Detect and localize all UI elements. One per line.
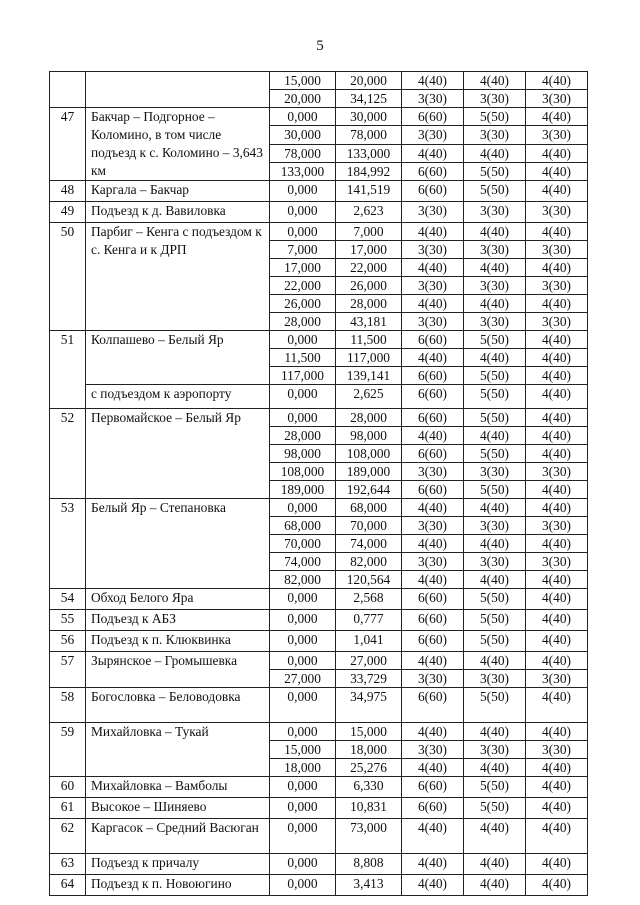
speed-cat-2: 5(50): [464, 108, 526, 126]
speed-cat-1: 4(40): [402, 427, 464, 445]
speed-cat-1: 6(60): [402, 589, 464, 610]
table-row: [50, 610, 588, 631]
speed-cat-3: 4(40): [526, 349, 588, 367]
km-end: 141,519: [336, 181, 402, 202]
speed-cat-2: 4(40): [464, 875, 526, 896]
speed-cat-2: 3(30): [464, 202, 526, 223]
speed-cat-1: 6(60): [402, 631, 464, 652]
speed-cat-2: 5(50): [464, 445, 526, 463]
km-end: 2,568: [336, 589, 402, 610]
speed-cat-1: 4(40): [402, 349, 464, 367]
km-start: 70,000: [270, 535, 336, 553]
km-end: 26,000: [336, 277, 402, 295]
km-start: 117,000: [270, 367, 336, 385]
speed-cat-3: 4(40): [526, 631, 588, 652]
speed-cat-3: 3(30): [526, 517, 588, 535]
km-start: 0,000: [270, 331, 336, 349]
speed-cat-3: 4(40): [526, 144, 588, 162]
km-end: 2,625: [336, 385, 402, 409]
km-end: 30,000: [336, 108, 402, 126]
speed-cat-1: 6(60): [402, 367, 464, 385]
speed-cat-2: 4(40): [464, 223, 526, 241]
road-number: 49: [50, 202, 86, 223]
road-name: Каргала – Бакчар: [86, 181, 270, 202]
table-row: [50, 631, 588, 652]
speed-cat-3: 4(40): [526, 777, 588, 798]
speed-cat-3: 4(40): [526, 331, 588, 349]
km-start: 27,000: [270, 670, 336, 688]
speed-cat-3: 4(40): [526, 295, 588, 313]
speed-cat-1: 6(60): [402, 481, 464, 499]
km-start: 133,000: [270, 162, 336, 180]
table-row: [50, 223, 588, 241]
table-row: [50, 819, 588, 854]
km-start: 0,000: [270, 223, 336, 241]
speed-cat-2: 4(40): [464, 854, 526, 875]
speed-cat-3: 4(40): [526, 819, 588, 854]
speed-cat-3: 4(40): [526, 259, 588, 277]
km-start: 28,000: [270, 313, 336, 331]
speed-cat-1: 4(40): [402, 72, 464, 90]
km-start: 0,000: [270, 875, 336, 896]
speed-cat-3: 4(40): [526, 499, 588, 517]
km-start: 7,000: [270, 241, 336, 259]
km-start: 11,500: [270, 349, 336, 367]
table-row: [50, 385, 588, 409]
speed-cat-1: 3(30): [402, 553, 464, 571]
speed-cat-2: 3(30): [464, 517, 526, 535]
speed-cat-2: 5(50): [464, 777, 526, 798]
km-end: 15,000: [336, 723, 402, 741]
km-start: 15,000: [270, 72, 336, 90]
speed-cat-2: 4(40): [464, 819, 526, 854]
road-number: 53: [50, 499, 86, 589]
speed-cat-2: 5(50): [464, 798, 526, 819]
km-start: 0,000: [270, 631, 336, 652]
road-number: 57: [50, 652, 86, 688]
road-name: Зырянское – Громышевка: [86, 652, 270, 688]
road-number: 56: [50, 631, 86, 652]
km-start: 0,000: [270, 409, 336, 427]
speed-cat-1: 4(40): [402, 499, 464, 517]
km-end: 98,000: [336, 427, 402, 445]
km-start: 0,000: [270, 798, 336, 819]
km-start: 78,000: [270, 144, 336, 162]
speed-cat-3: 4(40): [526, 409, 588, 427]
speed-cat-2: 3(30): [464, 241, 526, 259]
speed-cat-1: 6(60): [402, 162, 464, 180]
speed-cat-1: 6(60): [402, 777, 464, 798]
speed-cat-2: 4(40): [464, 535, 526, 553]
road-number: 61: [50, 798, 86, 819]
speed-cat-2: 4(40): [464, 759, 526, 777]
road-number: 60: [50, 777, 86, 798]
km-start: 98,000: [270, 445, 336, 463]
road-name: Подъезд к АБЗ: [86, 610, 270, 631]
road-number: 62: [50, 819, 86, 854]
km-start: 17,000: [270, 259, 336, 277]
speed-cat-2: 3(30): [464, 553, 526, 571]
km-start: 189,000: [270, 481, 336, 499]
km-end: 2,623: [336, 202, 402, 223]
speed-cat-3: 4(40): [526, 445, 588, 463]
km-end: 74,000: [336, 535, 402, 553]
km-end: 108,000: [336, 445, 402, 463]
km-end: 184,992: [336, 162, 402, 180]
speed-cat-1: 3(30): [402, 241, 464, 259]
km-start: 0,000: [270, 589, 336, 610]
table-row: [50, 72, 588, 90]
km-start: 22,000: [270, 277, 336, 295]
km-start: 26,000: [270, 295, 336, 313]
speed-cat-1: 6(60): [402, 181, 464, 202]
speed-cat-2: 4(40): [464, 571, 526, 589]
speed-cat-3: 4(40): [526, 427, 588, 445]
speed-cat-3: 4(40): [526, 723, 588, 741]
road-number: 47: [50, 108, 86, 181]
speed-cat-2: 4(40): [464, 723, 526, 741]
road-name: Колпашево – Белый Яр: [86, 331, 270, 385]
table-row: [50, 331, 588, 349]
speed-cat-3: 4(40): [526, 610, 588, 631]
speed-cat-2: 5(50): [464, 589, 526, 610]
km-start: 0,000: [270, 181, 336, 202]
road-name: [86, 72, 270, 108]
speed-cat-2: 4(40): [464, 259, 526, 277]
km-end: 6,330: [336, 777, 402, 798]
km-end: 25,276: [336, 759, 402, 777]
road-name: Михайловка – Тукай: [86, 723, 270, 777]
speed-cat-2: 5(50): [464, 631, 526, 652]
km-start: 15,000: [270, 741, 336, 759]
road-name: Высокое – Шиняево: [86, 798, 270, 819]
table-row: [50, 652, 588, 670]
table-row: [50, 875, 588, 896]
km-end: 17,000: [336, 241, 402, 259]
road-name: Обход Белого Яра: [86, 589, 270, 610]
km-start: 74,000: [270, 553, 336, 571]
road-number: 54: [50, 589, 86, 610]
km-end: 73,000: [336, 819, 402, 854]
km-start: 108,000: [270, 463, 336, 481]
km-end: 8,808: [336, 854, 402, 875]
km-end: 192,644: [336, 481, 402, 499]
road-number: 59: [50, 723, 86, 777]
road-number: [50, 72, 86, 108]
speed-cat-1: 3(30): [402, 277, 464, 295]
speed-cat-3: 4(40): [526, 481, 588, 499]
road-number: 51: [50, 331, 86, 409]
km-end: 0,777: [336, 610, 402, 631]
speed-cat-3: 3(30): [526, 202, 588, 223]
speed-cat-3: 4(40): [526, 223, 588, 241]
speed-cat-2: 5(50): [464, 610, 526, 631]
speed-cat-2: 5(50): [464, 331, 526, 349]
road-name: Каргасок – Средний Васюган: [86, 819, 270, 854]
km-end: 82,000: [336, 553, 402, 571]
speed-cat-1: 6(60): [402, 409, 464, 427]
km-end: 33,729: [336, 670, 402, 688]
km-start: 28,000: [270, 427, 336, 445]
speed-cat-2: 4(40): [464, 295, 526, 313]
speed-cat-1: 3(30): [402, 741, 464, 759]
km-start: 0,000: [270, 610, 336, 631]
speed-cat-2: 4(40): [464, 499, 526, 517]
speed-cat-3: 4(40): [526, 367, 588, 385]
speed-cat-1: 6(60): [402, 385, 464, 409]
km-end: 27,000: [336, 652, 402, 670]
speed-cat-1: 3(30): [402, 90, 464, 108]
km-end: 28,000: [336, 295, 402, 313]
km-end: 43,181: [336, 313, 402, 331]
speed-cat-1: 4(40): [402, 535, 464, 553]
speed-cat-3: 4(40): [526, 162, 588, 180]
speed-cat-3: 4(40): [526, 181, 588, 202]
table-row: [50, 589, 588, 610]
speed-cat-2: 5(50): [464, 481, 526, 499]
speed-cat-2: 3(30): [464, 741, 526, 759]
speed-cat-2: 5(50): [464, 409, 526, 427]
speed-cat-1: 3(30): [402, 463, 464, 481]
speed-cat-2: 4(40): [464, 652, 526, 670]
km-start: 0,000: [270, 108, 336, 126]
km-start: 30,000: [270, 126, 336, 144]
km-start: 0,000: [270, 819, 336, 854]
table-row: [50, 854, 588, 875]
speed-cat-1: 3(30): [402, 126, 464, 144]
km-end: 10,831: [336, 798, 402, 819]
table-row: [50, 777, 588, 798]
km-end: 133,000: [336, 144, 402, 162]
km-end: 68,000: [336, 499, 402, 517]
speed-cat-3: 4(40): [526, 875, 588, 896]
km-start: 0,000: [270, 385, 336, 409]
km-end: 34,125: [336, 90, 402, 108]
road-number: 48: [50, 181, 86, 202]
km-start: 0,000: [270, 652, 336, 670]
road-number: 55: [50, 610, 86, 631]
speed-cat-1: 4(40): [402, 223, 464, 241]
speed-cat-1: 4(40): [402, 295, 464, 313]
km-end: 139,141: [336, 367, 402, 385]
km-end: 189,000: [336, 463, 402, 481]
speed-cat-1: 4(40): [402, 571, 464, 589]
table-row: [50, 409, 588, 427]
km-end: 117,000: [336, 349, 402, 367]
km-start: 18,000: [270, 759, 336, 777]
km-end: 11,500: [336, 331, 402, 349]
table-row: [50, 181, 588, 202]
speed-cat-2: 5(50): [464, 367, 526, 385]
speed-cat-1: 4(40): [402, 854, 464, 875]
speed-cat-1: 4(40): [402, 652, 464, 670]
speed-cat-2: 3(30): [464, 126, 526, 144]
speed-cat-2: 4(40): [464, 144, 526, 162]
km-end: 78,000: [336, 126, 402, 144]
table-row: [50, 202, 588, 223]
km-end: 34,975: [336, 688, 402, 723]
road-name: Михайловка – Вамболы: [86, 777, 270, 798]
road-name: Подъезд к п. Клюквинка: [86, 631, 270, 652]
speed-cat-3: 4(40): [526, 535, 588, 553]
km-end: 28,000: [336, 409, 402, 427]
road-name: Подъезд к д. Вавиловка: [86, 202, 270, 223]
speed-cat-2: 4(40): [464, 349, 526, 367]
road-number: 52: [50, 409, 86, 499]
km-start: 0,000: [270, 777, 336, 798]
speed-cat-2: 3(30): [464, 463, 526, 481]
speed-cat-1: 6(60): [402, 445, 464, 463]
km-end: 7,000: [336, 223, 402, 241]
speed-cat-2: 5(50): [464, 385, 526, 409]
km-start: 68,000: [270, 517, 336, 535]
speed-cat-1: 4(40): [402, 819, 464, 854]
km-start: 0,000: [270, 499, 336, 517]
speed-cat-3: 4(40): [526, 798, 588, 819]
km-end: 3,413: [336, 875, 402, 896]
speed-cat-2: 5(50): [464, 688, 526, 723]
km-end: 1,041: [336, 631, 402, 652]
road-name: Богословка – Беловодовка: [86, 688, 270, 723]
speed-cat-1: 6(60): [402, 331, 464, 349]
speed-cat-3: 3(30): [526, 553, 588, 571]
road-name: Бакчар – Подгорное – Коломино, в том числе подъезд к с. Коломино – 3,643 км: [86, 108, 270, 181]
speed-cat-3: 4(40): [526, 385, 588, 409]
road-number: 50: [50, 223, 86, 331]
speed-cat-2: 5(50): [464, 181, 526, 202]
km-start: 0,000: [270, 723, 336, 741]
speed-cat-1: 3(30): [402, 517, 464, 535]
road-number: 64: [50, 875, 86, 896]
road-name: Первомайское – Белый Яр: [86, 409, 270, 499]
km-start: 82,000: [270, 571, 336, 589]
speed-cat-1: 4(40): [402, 144, 464, 162]
road-number: 58: [50, 688, 86, 723]
road-name: Белый Яр – Степановка: [86, 499, 270, 589]
speed-cat-1: 3(30): [402, 202, 464, 223]
speed-cat-1: 4(40): [402, 259, 464, 277]
speed-cat-2: 5(50): [464, 162, 526, 180]
speed-cat-1: 6(60): [402, 798, 464, 819]
road-name: Парбиг – Кенга с подъездом к с. Кенга и к ДРП: [86, 223, 270, 331]
road-speed-table: [49, 71, 588, 896]
road-number: 63: [50, 854, 86, 875]
speed-cat-3: 4(40): [526, 652, 588, 670]
km-end: 20,000: [336, 72, 402, 90]
speed-cat-3: 3(30): [526, 277, 588, 295]
speed-cat-1: 4(40): [402, 759, 464, 777]
speed-cat-2: 3(30): [464, 277, 526, 295]
speed-cat-3: 3(30): [526, 90, 588, 108]
speed-cat-3: 3(30): [526, 741, 588, 759]
road-name: Подъезд к причалу: [86, 854, 270, 875]
speed-cat-3: 4(40): [526, 571, 588, 589]
speed-cat-1: 6(60): [402, 108, 464, 126]
speed-cat-3: 4(40): [526, 688, 588, 723]
speed-cat-3: 4(40): [526, 108, 588, 126]
speed-cat-3: 4(40): [526, 759, 588, 777]
speed-cat-1: 4(40): [402, 875, 464, 896]
speed-cat-3: 4(40): [526, 854, 588, 875]
road-subname: с подъездом к аэропорту: [86, 385, 270, 409]
speed-cat-2: 3(30): [464, 90, 526, 108]
table-row: [50, 688, 588, 723]
speed-cat-3: 3(30): [526, 463, 588, 481]
speed-cat-1: 4(40): [402, 723, 464, 741]
km-start: 0,000: [270, 202, 336, 223]
speed-cat-3: 3(30): [526, 126, 588, 144]
km-start: 0,000: [270, 688, 336, 723]
table-row: [50, 798, 588, 819]
road-name: Подъезд к п. Новоюгино: [86, 875, 270, 896]
km-end: 120,564: [336, 571, 402, 589]
speed-cat-2: 3(30): [464, 313, 526, 331]
speed-cat-1: 6(60): [402, 610, 464, 631]
km-end: 22,000: [336, 259, 402, 277]
table-row: [50, 723, 588, 741]
speed-cat-1: 6(60): [402, 688, 464, 723]
speed-cat-1: 3(30): [402, 313, 464, 331]
km-start: 0,000: [270, 854, 336, 875]
speed-cat-2: 4(40): [464, 72, 526, 90]
speed-cat-1: 3(30): [402, 670, 464, 688]
speed-cat-3: 4(40): [526, 72, 588, 90]
speed-cat-3: 3(30): [526, 670, 588, 688]
km-start: 20,000: [270, 90, 336, 108]
speed-cat-3: 4(40): [526, 589, 588, 610]
speed-cat-3: 3(30): [526, 313, 588, 331]
table-row: [50, 108, 588, 126]
page-number: 5: [316, 38, 324, 54]
speed-cat-3: 3(30): [526, 241, 588, 259]
table-row: [50, 499, 588, 517]
speed-cat-2: 4(40): [464, 427, 526, 445]
km-end: 18,000: [336, 741, 402, 759]
km-end: 70,000: [336, 517, 402, 535]
speed-cat-2: 3(30): [464, 670, 526, 688]
